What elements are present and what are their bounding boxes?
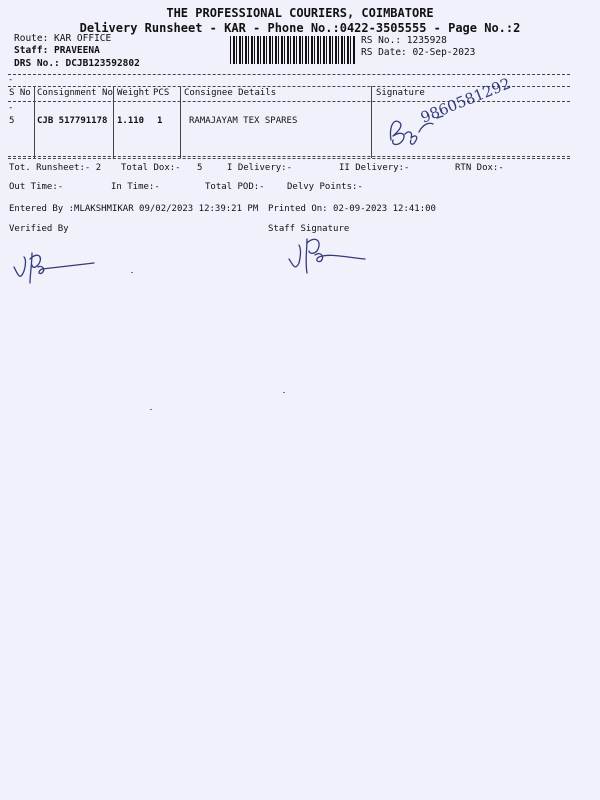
- col-header-consignee: Consignee Details: [184, 88, 277, 98]
- receiver-signature: [385, 110, 515, 160]
- rtn-dox: RTN Dox:-: [455, 163, 504, 173]
- top-rule: [8, 74, 570, 75]
- col-header-sno: S No: [9, 88, 31, 98]
- col-divider: [113, 86, 114, 158]
- staff-signature-label: Staff Signature: [268, 224, 350, 234]
- col-header-consignment: Consignment No: [37, 88, 113, 98]
- cell-weight: 1.110: [117, 116, 145, 126]
- delvy-points: Delvy Points:-: [287, 182, 363, 192]
- col-header-weight: Weight: [117, 88, 150, 98]
- route-label: Route: KAR OFFICE: [14, 33, 112, 44]
- ii-delivery: II Delivery:-: [339, 163, 410, 173]
- cell-consignment-no: CJB 517791178: [37, 116, 108, 126]
- drs-number: DRS No.: DCJB123592802: [14, 58, 140, 69]
- rs-date: RS Date: 02-Sep-2023: [361, 47, 476, 58]
- verified-by-signature: [8, 245, 103, 295]
- tot-runsheet: Tot. Runsheet:- 2: [9, 163, 102, 173]
- col-header-signature: Signature: [376, 88, 425, 98]
- verified-by-label: Verified By: [9, 224, 69, 234]
- total-pod: Total POD:-: [205, 182, 265, 192]
- in-time: In Time:-: [111, 182, 160, 192]
- col-divider: [34, 86, 35, 158]
- cell-sno: 5: [9, 116, 15, 126]
- table-bottom-rule: [8, 156, 570, 157]
- barcode-image: [230, 36, 356, 64]
- table-bottom-rule: [8, 158, 570, 159]
- total-dox-label: Total Dox:-: [121, 163, 181, 173]
- col-divider: [371, 86, 372, 158]
- cell-consignee: RAMAJAYAM TEX SPARES: [189, 116, 298, 126]
- total-dox-value: 5: [197, 163, 203, 173]
- col-header-pcs: PCS: [153, 88, 170, 98]
- scan-speck: [131, 272, 133, 273]
- scan-speck: [150, 409, 152, 410]
- cell-pcs: 1: [157, 116, 163, 126]
- runsheet-subtitle: Delivery Runsheet - KAR - Phone No.:0422-3505555 - Page No.:2: [79, 21, 521, 35]
- company-title: THE PROFESSIONAL COURIERS, COIMBATORE: [166, 6, 434, 20]
- staff-signature: [285, 235, 375, 280]
- printed-on: Printed On: 02-09-2023 12:41:00: [268, 204, 436, 214]
- rs-number: RS No.: 1235928: [361, 35, 447, 46]
- out-time: Out Time:-: [9, 182, 64, 192]
- leading-mark: -: [8, 75, 14, 85]
- scan-speck: [283, 392, 285, 393]
- staff-label: Staff: PRAVEENA: [14, 45, 100, 56]
- i-delivery: I Delivery:-: [227, 163, 293, 173]
- leading-mark: -: [8, 103, 14, 113]
- col-divider: [180, 86, 181, 158]
- handwritten-phone: 9860581292: [418, 74, 514, 127]
- entered-by: Entered By :MLAKSHMIKAR 09/02/2023 12:39:21 PM: [9, 204, 259, 214]
